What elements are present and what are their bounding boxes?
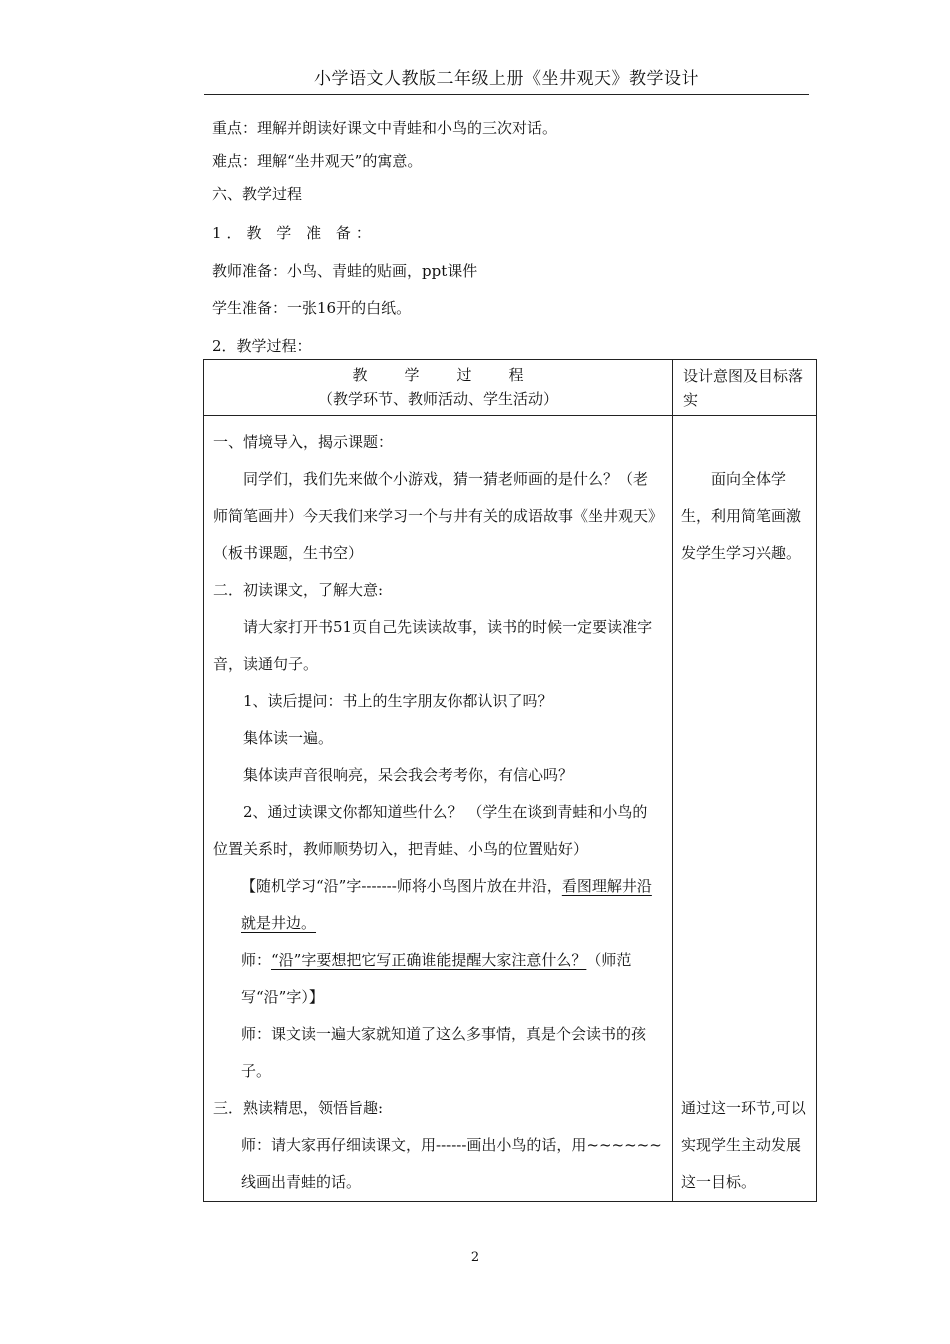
teacher-prefix: 师：: [241, 951, 272, 969]
section2-paragraph: 请大家打开书51页自己先读读故事，读书的时候一定要读准字音，读通句子。: [213, 618, 653, 673]
document-header-title: 小学语文人教版二年级上册《坐井观天》教学设计: [314, 69, 699, 89]
student-prep-line: 学生准备：一张16开的白纸。: [212, 299, 412, 317]
header-side-cell: 设计意图及目标落实: [673, 360, 817, 416]
teacher-prep-line: 教师准备：小鸟、青蛙的贴画，ppt课件: [212, 262, 478, 280]
section1-intent: 面向全体学生，利用简笔画激发学生学习兴趣。: [681, 470, 802, 562]
lesson-process-table: [203, 359, 817, 1202]
section1-heading: 一、情境导入，揭示课题：: [213, 433, 394, 451]
section3-paragraph: 师：请大家再仔细读课文，用------画出小鸟的话，用~~~~~~线画出青蛙的话。: [241, 1136, 662, 1191]
random-learning-text: 【随机学习“沿”字-------师将小鸟图片放在井沿，: [241, 877, 562, 895]
header-main-cell: [204, 360, 673, 416]
section2-item1b: 集体读声音很响亮，呆会我会考考你，有信心吗？: [243, 766, 574, 784]
page-number: 2: [470, 1250, 480, 1265]
process-heading: 2．教学过程：: [212, 337, 312, 355]
header-rule: [204, 94, 809, 95]
header-char: 教: [352, 366, 368, 384]
section3-heading: 三．熟读精思，领悟旨趣:: [213, 1099, 384, 1117]
random-learning-note: [213, 868, 662, 942]
process-cell: [204, 416, 673, 1202]
teacher-question-underlined: “沿”字要想把它写正确谁能提醒大家注意什么？: [271, 951, 587, 969]
random-learning-underlined: 看图理解井沿就是井边。: [241, 877, 652, 932]
table-row: [204, 416, 817, 1202]
difficulty-line: 难点：理解“坐井观天”的寓意。: [212, 152, 423, 170]
prep-heading: 1．教 学 准 备：: [212, 224, 376, 242]
header-main-title: [204, 363, 672, 387]
teacher-question: [213, 942, 662, 1016]
header-char: 过: [456, 366, 472, 384]
key-point-line: 重点：理解并朗读好课文中青蛙和小鸟的三次对话。: [212, 119, 558, 137]
section2-item2: 2、通过读课文你都知道些什么？ （学生在谈到青蛙和小鸟的位置关系时，教师顺势切入，把青蛙、小鸟的位置贴好）: [213, 803, 648, 858]
header-char: 程: [508, 366, 524, 384]
section-six-heading: 六、教学过程: [212, 185, 303, 203]
table-header-row: [204, 360, 817, 416]
teacher-question-suffix: （师范写“沿”字）】: [241, 951, 632, 1006]
teacher-closing: 师：课文读一遍大家就知道了这么多事情，真是个会读书的孩子。: [241, 1025, 647, 1080]
section1-paragraph: 同学们，我们先来做个小游戏，猜一猜老师画的是什么？（老师简笔画井）今天我们来学习一个与井有关的成语故事《坐井观天》（板书课题，生书空）: [213, 470, 656, 562]
section3-intent: 通过这一环节,可以实现学生主动发展这一目标。: [681, 1099, 806, 1191]
header-char: 学: [404, 366, 420, 384]
intent-cell: [673, 416, 817, 1202]
section2-item1a: 集体读一遍。: [243, 729, 334, 747]
section2-heading: 二．初读课文，了解大意:: [213, 581, 384, 599]
header-main-subtitle: （教学环节、教师活动、学生活动）: [317, 390, 558, 408]
section2-item1: 1、读后提问：书上的生字朋友你都认识了吗？: [243, 692, 553, 710]
